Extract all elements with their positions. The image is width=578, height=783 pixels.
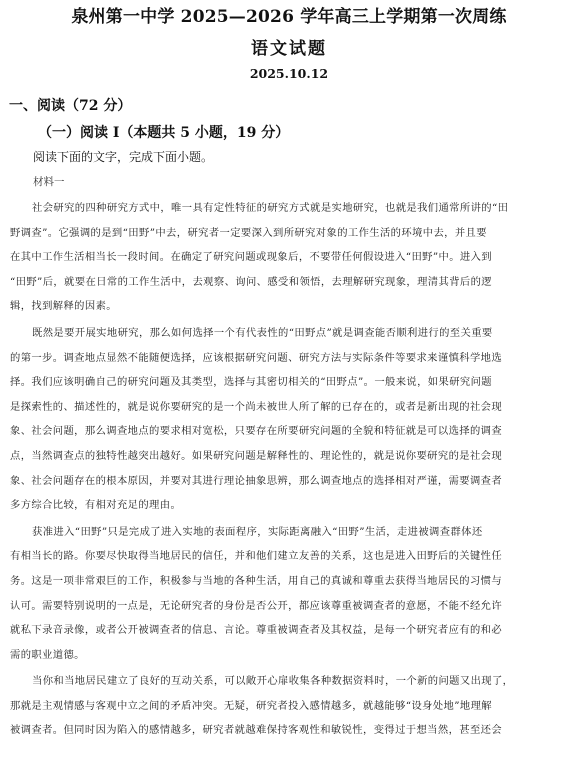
passage-body [10,196,566,743]
passage-line: 在其中工作生活相当长一段时间。在确定了研究问题或现象后，不要带任何假设进入“田野”中。进入到 [10,251,492,264]
instruction-text: 阅读下面的文字，完成下面小题。 [33,150,214,164]
passage-line: 被调查者。但同时因为陷入的感情越多，研究者就越难保持客观性和敏锐性，变得过于想当然，甚至还会 [10,724,503,737]
passage-line: 社会研究的四种研究方式中，唯一具有定性特征的研究方式就是实地研究，也就是我们通常所讲的“田 [32,202,509,214]
passage-line: 野调查”。它强调的是到“田野”中去，研究者一定要深入到所研究对象的工作生活的环境中去，并且要 [10,226,487,239]
subject-title: 语文试题 [251,39,327,59]
passage-line: 有相当长的路。你要尽快取得当地居民的信任，并和他们建立友善的关系，这也是进入田野后的关键性任 [10,550,503,563]
passage-line: 当你和当地居民建立了良好的互动关系，可以敞开心扉收集各种数据资料时，一个新的问题又出现了， [32,675,514,688]
passage-line: 辑，找到解释的因素。 [10,300,117,313]
passage-line: 那就是主观情感与客观中立之间的矛盾冲突。无疑，研究者投入感情越多，就越能够“设身处地”地理解 [10,699,492,712]
passage-line: 认可。需要特别说明的一点是，无论研究者的身份是否公开，都应该尊重被调查者的意愿，不能不经允许 [10,599,503,612]
passage-line: 点，当然调查点的独特性越突出越好。如果研究问题是解释性的、理论性的，就是说你要研究的是社会现 [10,449,503,462]
section-heading: 一、阅读（72 分） [9,98,132,114]
passage-line: 就私下录音录像，或者公开被调查者的信息、言论。尊重被调查者及其权益，是每一个研究者应有的和必 [10,624,503,637]
passage-line: 象、社会问题，那么调查地点的要求相对宽松，只要存在所要研究问题的全貌和特征就是可以选择的调查 [10,425,503,438]
passage-line: 的第一步。调查地点显然不能随便选择，应该根据研究问题、研究方法与实际条件等要求来谨慎科学地选 [10,351,503,364]
exam-date: 2025.10.12 [249,66,329,81]
material-label: 材料一 [33,176,65,188]
passage-line: 获准进入“田野”只是完成了进入实地的表面程序，实际距离融入“田野”生活，走进被调查群体还 [32,525,483,538]
passage-line: 务。这是一项非常艰巨的工作，积极参与当地的各种生活，用自己的真诚和尊重去获得当地居民的习惯与 [10,574,503,587]
passage-line: 既然是要开展实地研究，那么如何选择一个有代表性的“田野点”就是调查能否顺利进行的至关重要 [32,326,493,339]
passage-line: “田野”后，就要在日常的工作生活中，去观察、询问、感受和领悟，去理解研究现象，理清其背后的逻 [10,275,492,288]
passage-line: 需的职业道德。 [10,648,85,661]
passage-line: 择。我们应该明确自己的研究问题及其类型，选择与其密切相关的“田野点”。一般来说，如果研究问题 [10,376,492,389]
subsection-heading: （一）阅读 I（本题共 5 小题，19 分） [38,125,290,141]
passage-line: 多方综合比较，有相对充足的理由。 [10,499,182,512]
passage-line: 是探索性的、描述性的，就是说你要研究的是一个尚未被世人所了解的已存在的，或者是新出现的社会现 [10,400,503,413]
school-exam-title: 泉州第一中学 2025—2026 学年高三上学期第一次周练 [71,7,507,27]
passage-line: 象、社会问题存在的根本原因，并要对其进行理论抽象思辨，那么调查地点的选择相对严谨，需要调查者 [10,474,503,487]
